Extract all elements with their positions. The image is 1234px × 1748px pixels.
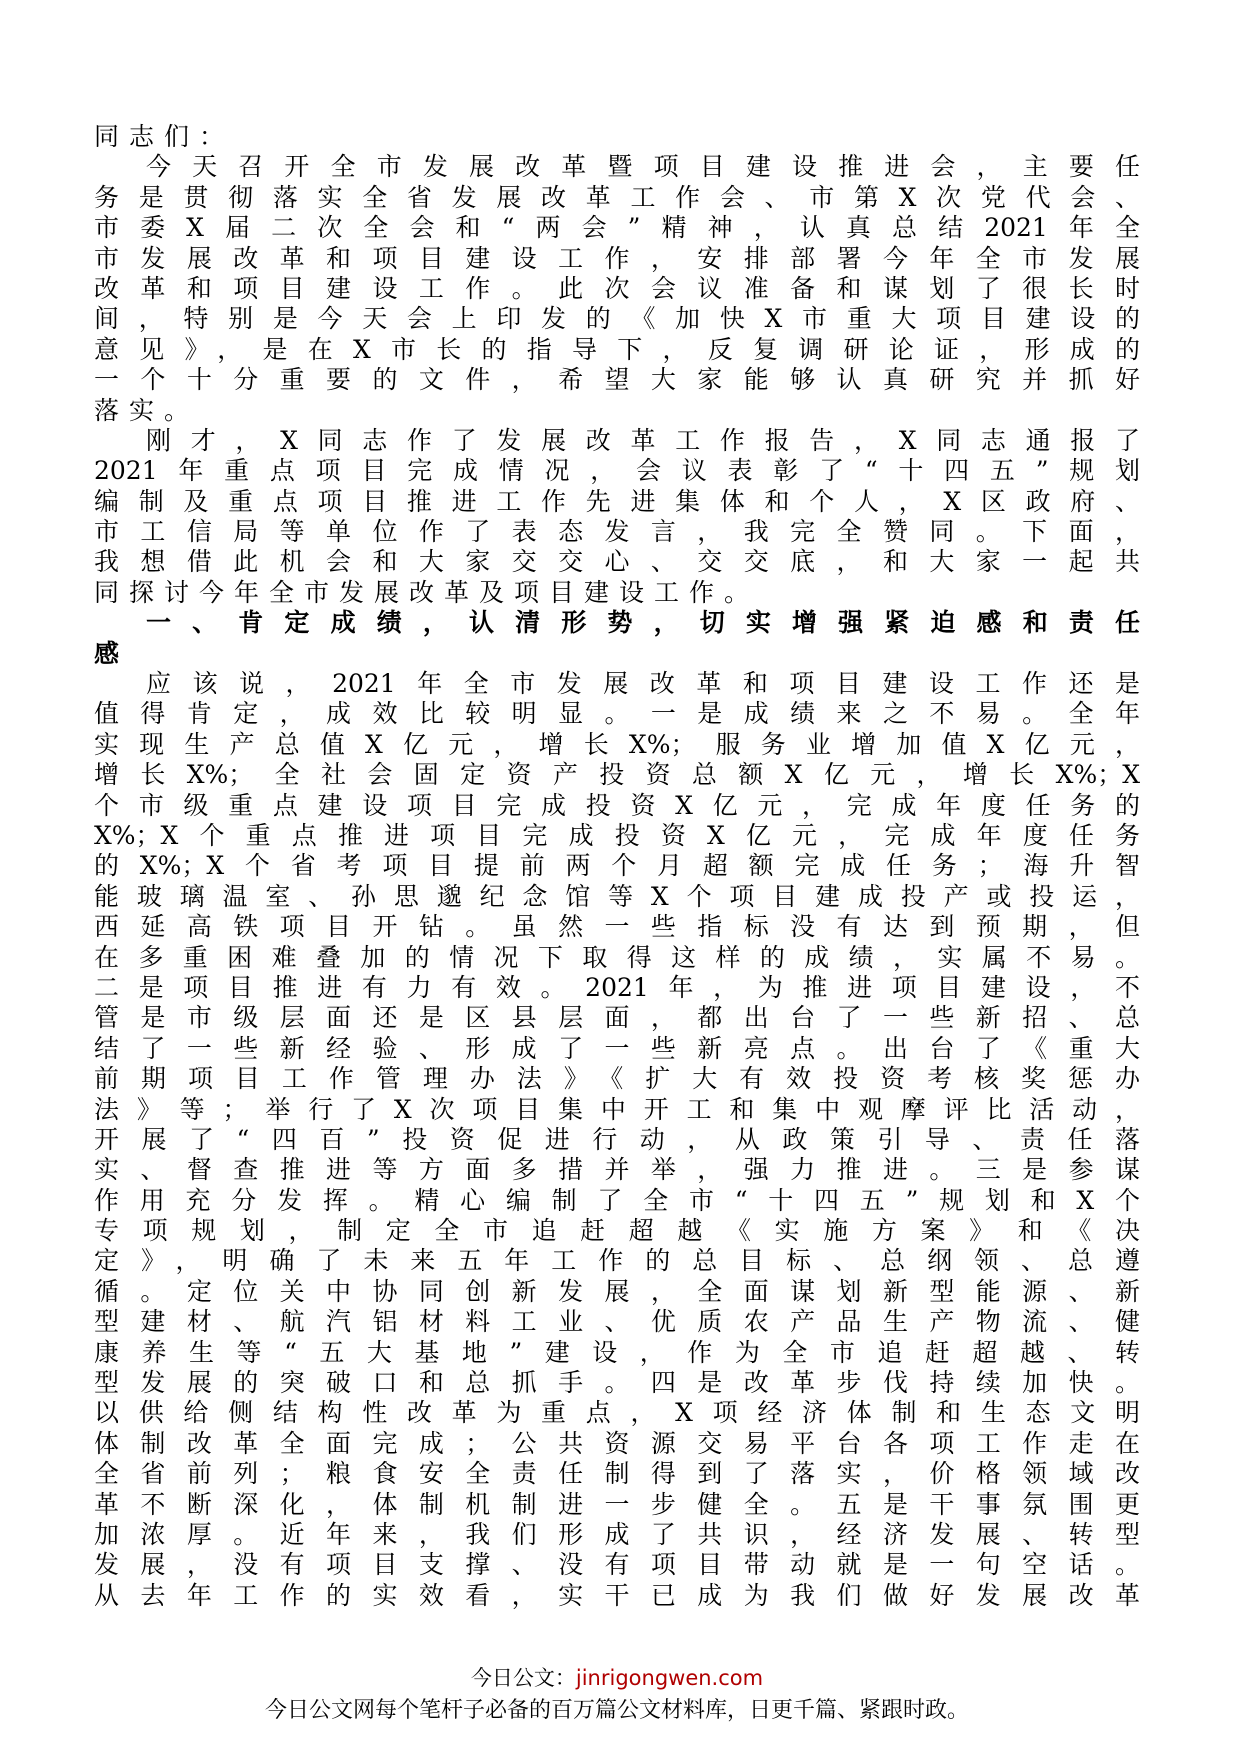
- text-line: 一个十分重要的文件，希望大家能够认真研究并抓好: [94, 365, 1140, 395]
- text-line: 应该说，2021年全市发展改革和项目建设工作还是: [146, 669, 1140, 699]
- text-line: 从去年工作的实效看，实干已成为我们做好发展改革: [94, 1580, 1140, 1610]
- text-line: 体制改革全面完成；公共资源交易平台各项工作走在: [94, 1428, 1140, 1458]
- text-line: 西延高铁项目开钻。虽然一些指标没有达到预期，但: [94, 912, 1140, 942]
- text-line: 今天召开全市发展改革暨项目建设推进会，主要任: [146, 152, 1140, 182]
- text-line: 改革和项目建设工作。此次会议准备和谋划了很长时: [94, 273, 1140, 303]
- text-line: 2021年重点项目完成情况，会议表彰了“十四五”规划: [94, 456, 1140, 486]
- text-line: 市委X届二次全会和“两会”精神，认真总结2021年全: [94, 213, 1140, 243]
- text-line: 能玻璃温室、孙思邈纪念馆等X个项目建成投产或投运，: [94, 881, 1140, 911]
- text-line: 市工信局等单位作了表态发言，我完全赞同。下面，: [94, 517, 1140, 547]
- text-line: 同志们：: [94, 122, 235, 151]
- text-line: 型建材、航汽铝材料工业、优质农产品生产物流、健: [94, 1307, 1140, 1337]
- text-line: 开展了“四百”投资促进行动，从政策引导、责任落: [94, 1124, 1140, 1154]
- text-line: 我想借此机会和大家交交心、交交底，和大家一起共: [94, 547, 1140, 577]
- text-line: 实、督查推进等方面多措并举，强力推进。三是参谋: [94, 1155, 1140, 1185]
- text-line: 结了一些新经验、形成了一些新亮点。出台了《重大: [94, 1033, 1140, 1063]
- text-line: 管是市级层面还是区县层面，都出台了一些新招、总: [94, 1003, 1140, 1033]
- text-line: 专项规划，制定全市追赶超越《实施方案》和《决: [94, 1216, 1140, 1246]
- document-body: [94, 122, 1140, 1611]
- text-line: 同探讨今年全市发展改革及项目建设工作。: [94, 577, 760, 607]
- footer-url-link[interactable]: jinrigongwen.com: [575, 1666, 764, 1690]
- footer-slogan: 今日公文网每个笔杆子必备的百万篇公文材料库，日更千篇、紧跟时政。: [264, 1698, 969, 1723]
- section-heading-line: 一、肯定成绩，认清形势，切实增强紧迫感和责任: [146, 608, 1140, 638]
- text-line: 作用充分发挥。精心编制了全市“十四五”规划和X个: [94, 1185, 1140, 1215]
- text-line: 意见》，是在X市长的指导下，反复调研论证，形成的: [94, 334, 1140, 364]
- text-line: 编制及重点项目推进工作先进集体和个人，X区政府、: [94, 486, 1140, 516]
- text-line: X%；X个重点推进项目完成投资X亿元，完成年度任务: [94, 820, 1140, 850]
- text-line: 增长X%；全社会固定资产投资总额X亿元，增长X%；X: [94, 760, 1140, 790]
- text-line: 法》等；举行了X次项目集中开工和集中观摩评比活动，: [94, 1094, 1140, 1124]
- text-line: 加浓厚。近年来，我们形成了共识，经济发展、转型: [94, 1519, 1140, 1549]
- text-line: 全省前列；粮食安全责任制得到了落实，价格领域改: [94, 1459, 1140, 1489]
- footer-source-line: [0, 1663, 1234, 1693]
- text-line: 革不断深化，体制机制进一步健全。五是干事氛围更: [94, 1489, 1140, 1519]
- footer-label: 今日公文：: [470, 1666, 576, 1690]
- text-line: 二是项目推进有力有效。2021年，为推进项目建设，不: [94, 972, 1140, 1002]
- text-line: 务是贯彻落实全省发展改革工作会、市第X次党代会、: [94, 182, 1140, 212]
- text-line: 定》，明确了未来五年工作的总目标、总纲领、总遵: [94, 1246, 1140, 1276]
- text-line: 前期项目工作管理办法》《扩大有效投资考核奖惩办: [94, 1064, 1140, 1094]
- text-line: 型发展的突破口和总抓手。四是改革步伐持续加快。: [94, 1368, 1140, 1398]
- text-line: 在多重困难叠加的情况下取得这样的成绩，实属不易。: [94, 942, 1140, 972]
- text-line: 以供给侧结构性改革为重点，X项经济体制和生态文明: [94, 1398, 1140, 1428]
- text-line: 间，特别是今天会上印发的《加快X市重大项目建设的: [94, 304, 1140, 334]
- text-line: 循。定位关中协同创新发展，全面谋划新型能源、新: [94, 1276, 1140, 1306]
- text-line: 个市级重点建设项目完成投资X亿元，完成年度任务的: [94, 790, 1140, 820]
- section-heading-line: 感: [94, 638, 130, 668]
- text-line: 的X%；X个省考项目提前两个月超额完成任务；海升智: [94, 851, 1140, 881]
- text-line: 康养生等“五大基地”建设，作为全市追赶超越、转: [94, 1337, 1140, 1367]
- text-line: 实现生产总值X亿元，增长X%；服务业增加值X亿元，: [94, 729, 1140, 759]
- text-line: 值得肯定，成效比较明显。一是成绩来之不易。全年: [94, 699, 1140, 729]
- text-line: 发展，没有项目支撑、没有项目带动就是一句空话。: [94, 1550, 1140, 1580]
- text-line: 落实。: [94, 395, 200, 425]
- text-line: 市发展改革和项目建设工作，安排部署今年全市发展: [94, 243, 1140, 273]
- text-line: 刚才，X同志作了发展改革工作报告，X同志通报了: [146, 425, 1140, 455]
- footer: [0, 1663, 1234, 1727]
